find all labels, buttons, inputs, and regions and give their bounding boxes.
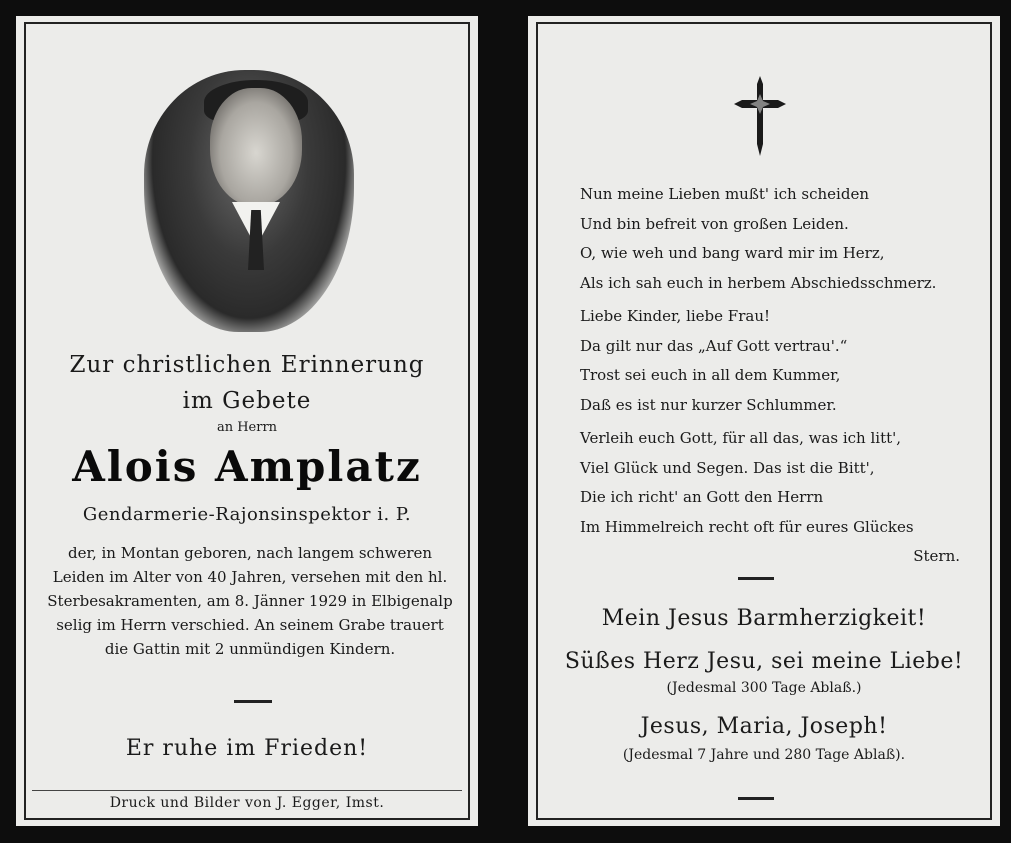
poem-line: Stern. <box>913 547 960 565</box>
indulgence-note: (Jedesmal 300 Tage Ablaß.) <box>666 680 862 696</box>
poem-line: Viel Glück und Segen. Das ist die Bitt', <box>580 458 875 477</box>
poem-line: Als ich sah euch in herbem Abschiedsschmerz. <box>580 273 937 292</box>
poem-line: Liebe Kinder, liebe Frau! <box>580 307 771 325</box>
divider <box>738 577 774 580</box>
poem-line: Verleih euch Gott, für all das, was ich litt', <box>580 429 902 447</box>
deceased-name: Alois Amplatz <box>72 442 422 491</box>
divider <box>738 797 774 800</box>
poem-line: Da gilt nur das „Auf Gott vertrau'.“ <box>580 336 848 355</box>
poem-line: Daß es ist nur kurzer Schlummer. <box>580 395 837 414</box>
memorial-card-right <box>528 16 1000 826</box>
printer-credit: Druck und Bilder von J. Egger, Imst. <box>109 795 385 811</box>
farewell-text: Er ruhe im Frieden! <box>125 736 369 761</box>
poem-line: O, wie weh und bang ward mir im Herz, <box>580 244 885 262</box>
indulgence-note-2: (Jedesmal 7 Jahre und 280 Tage Ablaß). <box>622 747 906 763</box>
poem-line: Trost sei euch in all dem Kummer, <box>580 366 841 384</box>
prayer-holy-family: Jesus, Maria, Joseph! <box>640 714 888 739</box>
poem-line: Die ich richt' an Gott den Herrn <box>580 488 824 506</box>
poem-line: Und bin befreit von großen Leiden. <box>580 214 849 233</box>
deceased-title: Gendarmerie-Rajonsinspektor i. P. <box>82 504 412 525</box>
divider <box>234 700 272 703</box>
poem-line: Nun meine Lieben mußt' ich scheiden <box>580 185 869 203</box>
poem <box>580 180 976 572</box>
memorial-heading: Zur christlichen Erinnerung <box>69 352 425 378</box>
poem-line: Im Himmelreich recht oft für eures Glückes <box>580 517 914 536</box>
prayer-mercy: Mein Jesus Barmherzigkeit! <box>601 606 927 631</box>
portrait-photo <box>144 70 354 332</box>
memorial-heading-2: im Gebete <box>182 388 312 414</box>
biography-text: der, in Montan geboren, nach langem schweren Leiden im Alter von 40 Jahren, versehen mit den hl. Sterbesakramenten, am 8. Jänner 1929 in Elbigenalp selig im Herrn verschied. An seinem Grabe trauert die Gattin mit 2 unmündigen Kindern. <box>47 544 453 658</box>
dedication: an Herrn <box>216 420 278 435</box>
prayer-sacred-heart: Süßes Herz Jesu, sei meine Liebe! <box>564 649 964 674</box>
memorial-card-left <box>16 16 478 826</box>
cross-icon <box>732 74 788 158</box>
divider-line <box>32 790 462 791</box>
